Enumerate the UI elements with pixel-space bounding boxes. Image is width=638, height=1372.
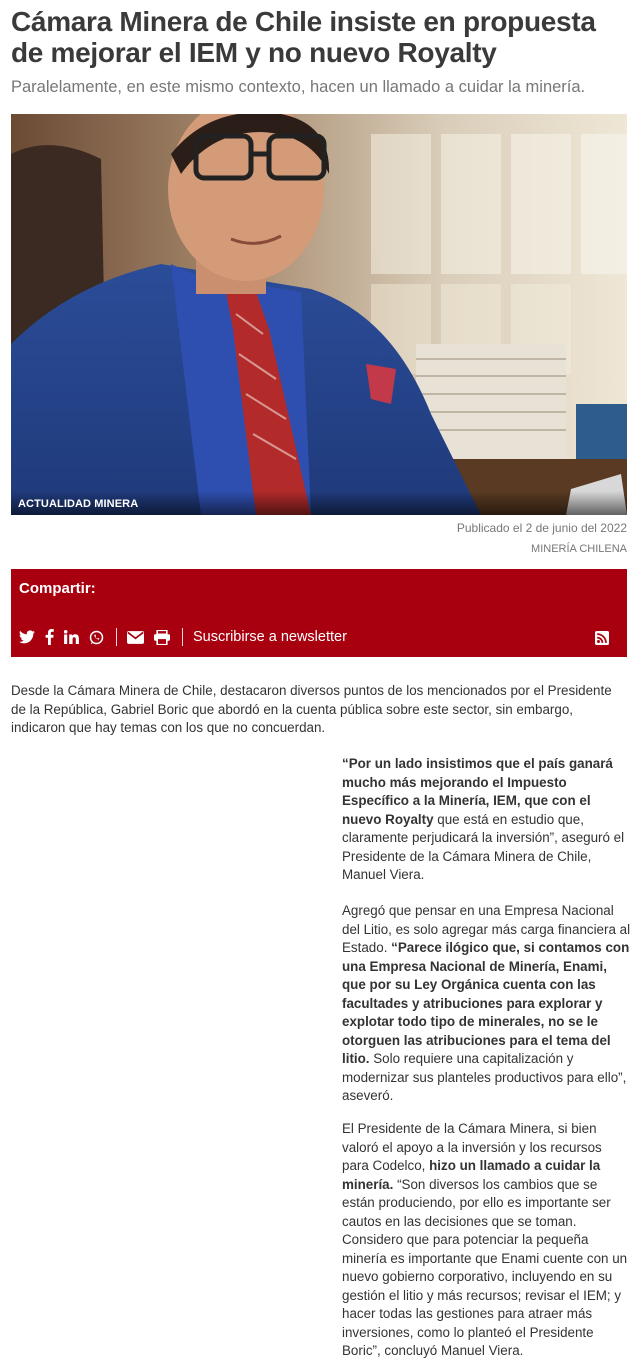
share-label: Compartir:: [19, 580, 96, 597]
article-paragraph: [342, 1120, 632, 1361]
share-separator: [182, 628, 183, 646]
paragraph-text: que está en estudio que, claramente perjudicará la inversión”, aseguró el Presidente de la Cámara Minera de Chile, Manuel Viera.: [342, 811, 625, 882]
article-photo: [11, 114, 627, 515]
paragraph-bold: “Por un lado insistimos que el país ganará mucho más mejorando el Impuesto Específico a la Minería, IEM, que con el nuevo Royalty: [342, 756, 613, 827]
facebook-icon[interactable]: [45, 628, 54, 646]
share-separator: [116, 628, 117, 646]
paragraph-text: Solo requiere una capitalización y modernizar sus planteles productivos para ello”, aseveró.: [342, 1051, 627, 1103]
newsletter-link[interactable]: Suscribirse a newsletter: [193, 629, 347, 645]
print-icon[interactable]: [154, 628, 170, 646]
paragraph-text: Agregó que pensar en una Empresa Nacional del Litio, es solo agregar más carga financiera al Estado.: [342, 903, 631, 955]
paragraph-bold: hizo un llamado a cuidar la minería.: [342, 1158, 601, 1192]
photo-caption-text: ACTUALIDAD MINERA: [18, 498, 139, 510]
paragraph-text: El Presidente de la Cámara Minera, si bien valoró el apoyo a la inversión y los recursos para Codelco,: [342, 1121, 602, 1173]
linkedin-icon[interactable]: [64, 628, 79, 646]
share-bar: [11, 569, 627, 657]
twitter-icon[interactable]: [19, 628, 35, 646]
photo-caption: [11, 491, 627, 515]
article-paragraph: [342, 755, 632, 885]
article-paragraph: [342, 902, 632, 1106]
paragraph-text: “Son diversos los cambios que se están produciendo, por ello es importante ser cautos en las decisiones que se toman. Considero que para potenciar la pequeña minería es importante que Enami cuente con un nuevo gobierno corporativo, incluyendo en su gestión el litio y más recursos; revisar el IEM; y hacer todas las gestiones para atraer más inversiones, como lo planteó el Presidente Boric”, concluyó Manuel Viera.: [342, 1176, 628, 1358]
rss-icon[interactable]: [595, 629, 609, 647]
share-actions: [19, 628, 619, 646]
publish-date: Publicado el 2 de junio del 2022: [456, 521, 627, 535]
article-subtitle: Paralelamente, en este mismo contexto, hacen un llamado a cuidar la minería.: [11, 78, 586, 96]
article-source: MINERÍA CHILENA: [531, 543, 627, 555]
whatsapp-icon[interactable]: [89, 628, 104, 646]
paragraph-bold: “Parece ilógico que, si contamos con una Empresa Nacional de Minería, Enami, que por su Ley Orgánica cuenta con las facultades y atribuciones para explorar y explotar todo tipo de minerales, no se le otorguen las atribuciones para el tema del litio.: [342, 940, 630, 1066]
article-lead: Desde la Cámara Minera de Chile, destacaron diversos puntos de los mencionados por el Presidente de la República, Gabriel Boric que abordó en la cuenta pública sobre este sector, sin embargo, indicaron que hay temas con los que no concuerdan.: [11, 683, 612, 735]
article-title: Cámara Minera de Chile insiste en propuesta de mejorar el IEM y no nuevo Royalty: [11, 6, 596, 68]
email-icon[interactable]: [127, 628, 144, 646]
portrait-illustration: [11, 114, 627, 515]
